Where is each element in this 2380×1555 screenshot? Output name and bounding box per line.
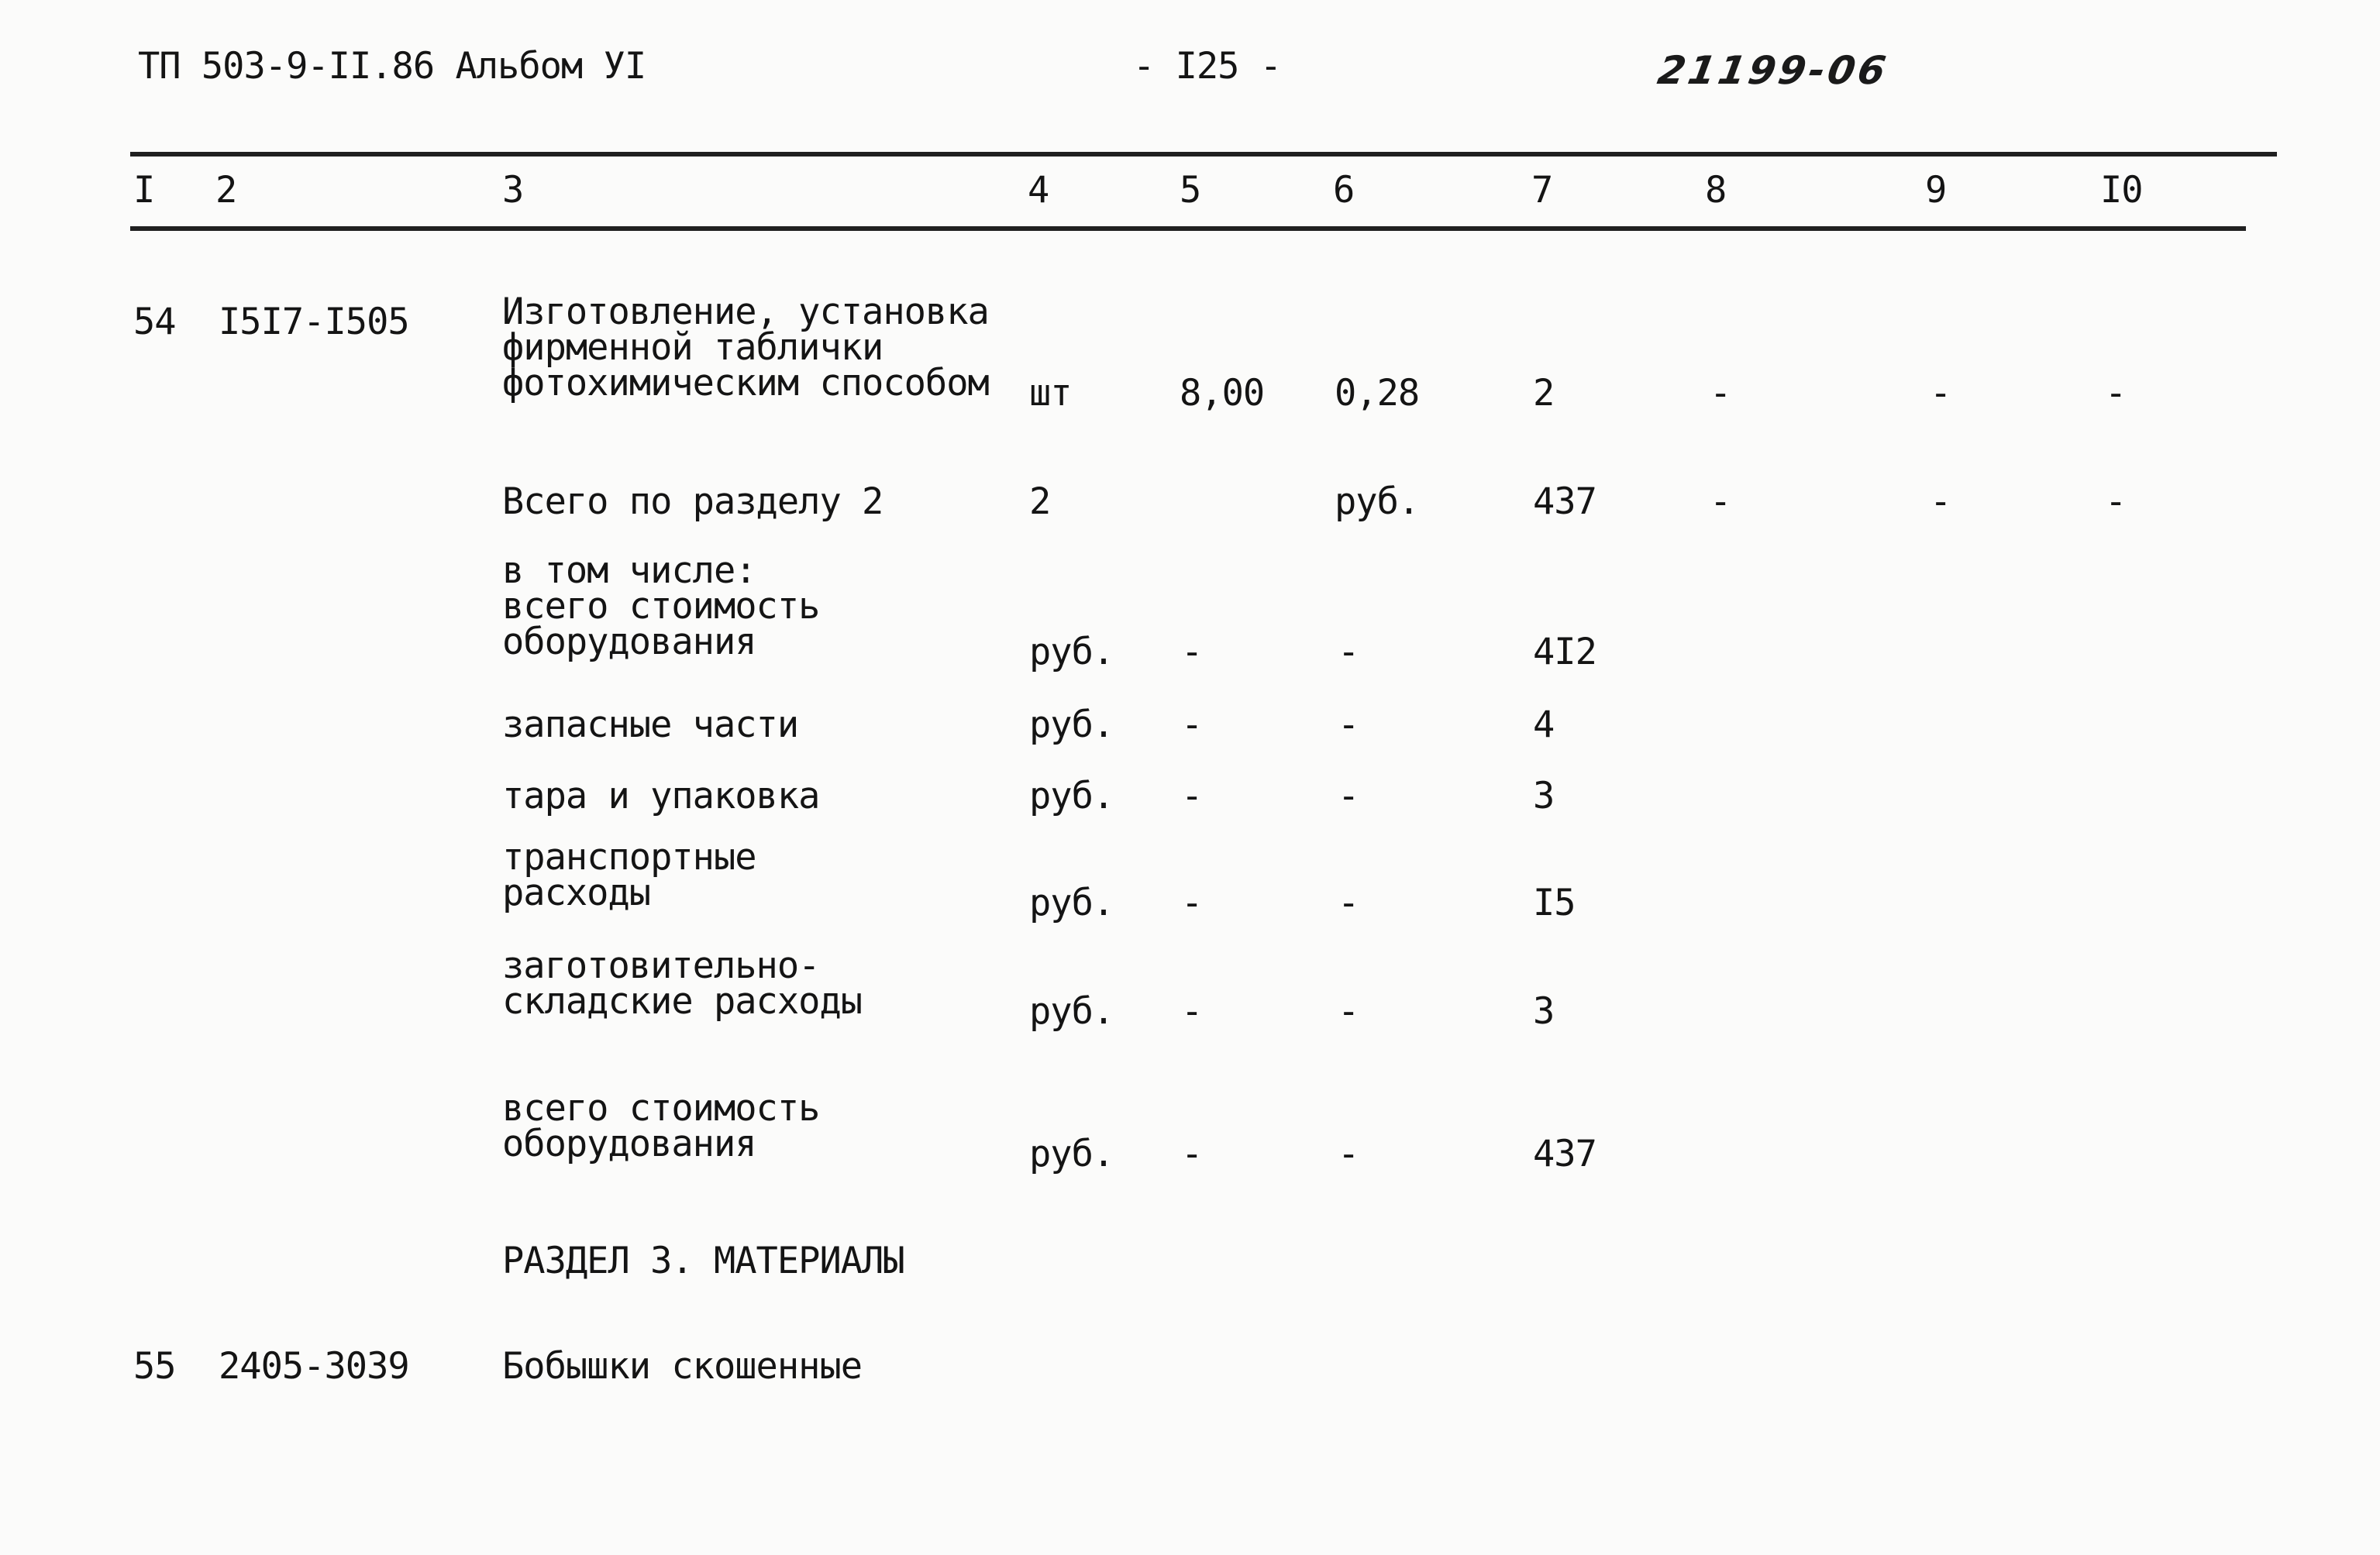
column-header-7: 7 [1531, 169, 1553, 212]
item-code: 2405-3039 [219, 1345, 409, 1388]
col5-value: - [1181, 631, 1203, 673]
col6-value: - [1338, 1133, 1359, 1175]
col5-value: 8,00 [1180, 372, 1265, 415]
col7-value: 3 [1533, 775, 1555, 817]
section-heading: РАЗДЕЛ 3. МАТЕРИАЛЫ [502, 1240, 904, 1282]
col6-value: руб. [1335, 480, 1420, 523]
col5-value: - [1181, 1133, 1203, 1175]
column-header-5: 5 [1180, 169, 1201, 212]
column-header-10: I0 [2100, 169, 2143, 212]
col6-value: 0,28 [1335, 372, 1420, 415]
unit: руб. [1029, 631, 1114, 673]
col10-value: - [2105, 480, 2127, 523]
column-header-9: 9 [1925, 169, 1947, 212]
col5-value: - [1181, 882, 1203, 924]
unit: руб. [1029, 882, 1114, 924]
item-description: тара и упаковка [502, 775, 820, 817]
item-code: I5I7-I505 [219, 301, 409, 343]
col5-value: - [1181, 704, 1203, 746]
unit: руб. [1029, 990, 1114, 1033]
col4-value: 2 [1029, 480, 1051, 523]
page-number: - I25 - [1133, 45, 1282, 88]
col9-value: - [1930, 480, 1951, 523]
column-header-6: 6 [1333, 169, 1355, 212]
item-description: Бобышки скошенные [502, 1345, 863, 1388]
col9-value: - [1930, 372, 1951, 415]
column-header-4: 4 [1028, 169, 1049, 212]
item-description: всего стоимость оборудования [502, 1087, 820, 1165]
col6-value: - [1338, 631, 1359, 673]
col7-value: 437 [1533, 480, 1596, 523]
item-description: транспортные расходы [502, 836, 756, 914]
item-description: запасные части [502, 704, 799, 746]
column-header-2: 2 [215, 169, 237, 212]
section-total-label: Всего по разделу 2 [502, 480, 883, 523]
col7-value: 3 [1533, 990, 1555, 1033]
row-number: 54 [133, 301, 176, 343]
col6-value: - [1338, 704, 1359, 746]
col7-value: 4I2 [1533, 631, 1596, 673]
unit: шт [1029, 372, 1072, 415]
document-reference: ТП 503-9-II.86 Альбом УI [138, 45, 646, 88]
column-header-8: 8 [1705, 169, 1727, 212]
col8-value: - [1710, 480, 1731, 523]
row-number: 55 [133, 1345, 176, 1388]
col6-value: - [1338, 990, 1359, 1033]
col7-value: 437 [1533, 1133, 1596, 1175]
col5-value: - [1181, 775, 1203, 817]
column-header-3: 3 [502, 169, 524, 212]
col8-value: - [1710, 372, 1731, 415]
handwritten-number: 21199-06 [1654, 48, 1893, 93]
col6-value: - [1338, 882, 1359, 924]
col5-value: - [1181, 990, 1203, 1033]
col6-value: - [1338, 775, 1359, 817]
col7-value: I5 [1533, 882, 1576, 924]
col10-value: - [2105, 372, 2127, 415]
table-top-rule [130, 152, 2277, 157]
item-description: заготовительно- складские расходы [502, 944, 863, 1023]
item-description: в том числе: всего стоимость оборудования [502, 549, 820, 663]
col7-value: 4 [1533, 704, 1555, 746]
unit: руб. [1029, 775, 1114, 817]
col7-value: 2 [1533, 372, 1555, 415]
table-header-bottom-rule [130, 226, 2246, 231]
unit: руб. [1029, 704, 1114, 746]
column-header-1: I [133, 169, 155, 212]
unit: руб. [1029, 1133, 1114, 1175]
item-description: Изготовление, установка фирменной таблички фотохимическим способом [502, 291, 989, 404]
